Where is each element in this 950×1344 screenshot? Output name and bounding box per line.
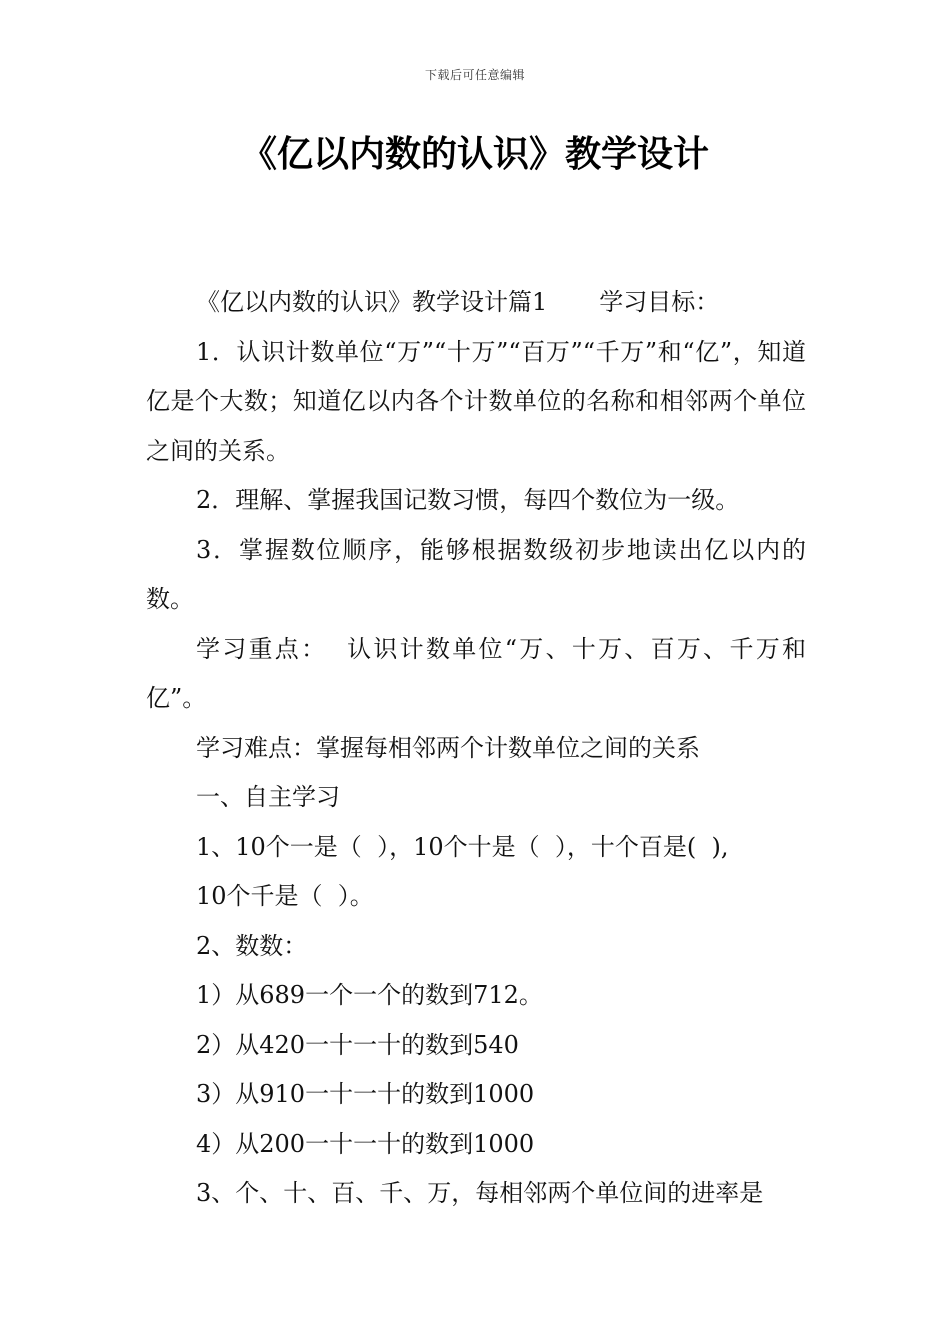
- header-note: 下载后可任意编辑: [424, 68, 525, 82]
- exercise-1: 1、10个一是（ ），10个十是（ ），十个百是( ),: [196, 832, 729, 861]
- exercise-2: 2、数数：: [196, 931, 308, 960]
- page-title: 《亿以内数的认识》教学设计: [240, 134, 709, 175]
- section-heading: 一、自主学习: [196, 783, 340, 811]
- objectives-label: 学习目标：: [599, 288, 720, 316]
- intro-heading: 《亿以内数的认识》教学设计篇1: [196, 288, 548, 316]
- exercise-2-item-1: 1）从689一个一个的数到712。: [196, 981, 543, 1009]
- exercise-1-cont: 10个千是（ ）。: [196, 882, 374, 910]
- objective-2: 2．理解、掌握我国记数习惯，每四个数位为一级。: [196, 486, 740, 514]
- key-points: 学习重点： 认识计数单位“万、十万、百万、千万和亿”。: [146, 634, 806, 712]
- exercise-2-item-3: 3）从910一十一十的数到1000: [196, 1080, 535, 1108]
- exercise-2-item-2: 2）从420一十一十的数到540: [196, 1030, 519, 1059]
- exercise-2-item-4: 4）从200一十一十的数到1000: [196, 1129, 535, 1158]
- objective-3: 3．掌握数位顺序，能够根据数级初步地读出亿以内的数。: [146, 535, 806, 613]
- exercise-3: 3、个、十、百、千、万，每相邻两个单位间的进率是: [196, 1179, 764, 1207]
- objective-1: 1．认识计数单位“万”“十万”“百万”“千万”和“亿”，知道亿是个大数；知道亿以内各个计数单位的名称和相邻两个单位之间的关系。: [146, 337, 806, 465]
- document-body: [146, 278, 806, 1219]
- intro-paragraph: [146, 278, 806, 328]
- difficult-points: 学习难点：掌握每相邻两个计数单位之间的关系: [196, 733, 700, 762]
